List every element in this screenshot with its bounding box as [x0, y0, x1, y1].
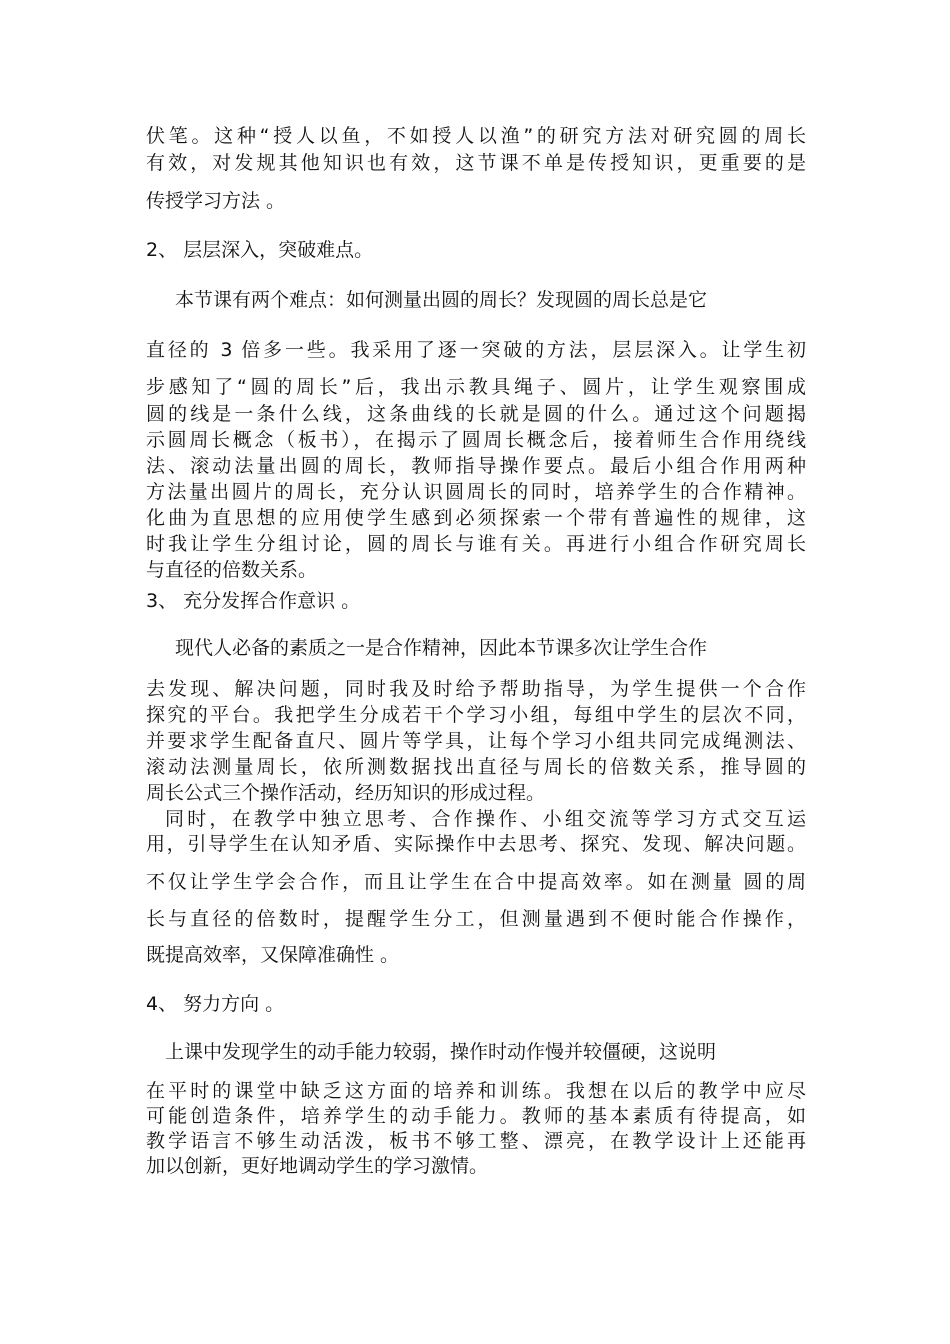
paragraph-line: 并要求学生配备直尺、圆片等学具，让每个学习小组共同完成绳测法、: [146, 730, 806, 752]
paragraph-line: 步感知了“圆的周长”后，我出示教具绳子、圆片，让学生观察围成: [146, 376, 806, 398]
paragraph-line: 教学语言不够生动活泼，板书不够工整、漂亮，在教学设计上还能再: [146, 1130, 806, 1152]
paragraph-line: 去发现、解决问题，同时我及时给予帮助指导，为学生提供一个合作: [146, 678, 806, 700]
paragraph-line: 加以创新，更好地调动学生的学习激情。: [146, 1155, 489, 1177]
paragraph-line: 周长公式三个操作活动，经历知识的形成过程。: [146, 782, 546, 804]
section-heading-3: 3、 充分发挥合作意识 。: [146, 590, 361, 612]
paragraph-line: 探究的平台。我把学生分成若干个学习小组，每组中学生的层次不同，: [146, 704, 806, 726]
paragraph-line: 圆的线是一条什么线，这条曲线的长就是圆的什么。通过这个问题揭: [146, 403, 806, 425]
paragraph-line: 同时，在教学中独立思考、合作操作、小组交流等学习方式交互运: [165, 808, 806, 830]
paragraph-line: 用，引导学生在认知矛盾、实际操作中去思考、探究、发现、解决问题。: [146, 833, 806, 855]
paragraph-line: 现代人必备的素质之一是合作精神，因此本节课多次让学生合作: [175, 637, 708, 659]
section-heading-4: 4、 努力方向 。: [146, 993, 285, 1015]
paragraph-line: 伏笔。这种“授人以鱼，不如授人以渔”的研究方法对研究圆的周长: [146, 125, 806, 147]
paragraph-line: 在平时的课堂中缺乏这方面的培养和训练。我想在以后的教学中应尽: [146, 1080, 806, 1102]
paragraph-line: 不仅让学生学会合作，而且让学生在合中提高效率。如在测量 圆的周: [146, 871, 806, 893]
paragraph-line: 既提高效率，又保障准确性 。: [146, 944, 400, 966]
paragraph-line: 滚动法测量周长，依所测数据找出直径与周长的倍数关系，推导圆的: [146, 756, 806, 778]
paragraph-line: 传授学习方法 。: [146, 190, 286, 212]
paragraph-line: 直径的 3 倍多一些。我采用了逐一突破的方法，层层深入。让学生初: [146, 339, 806, 361]
paragraph-line: 可能创造条件，培养学生的动手能力。教师的基本素质有待提高，如: [146, 1105, 806, 1127]
paragraph-line: 上课中发现学生的动手能力较弱，操作时动作慢并较僵硬，这说明: [165, 1041, 717, 1063]
paragraph-line: 与直径的倍数关系。: [146, 559, 318, 581]
paragraph-line: 时我让学生分组讨论，圆的周长与谁有关。再进行小组合作研究周长: [146, 533, 806, 555]
paragraph-line: 法、滚动法量出圆的周长，教师指导操作要点。最后小组合作用两种: [146, 455, 806, 477]
paragraph-line: 化曲为直思想的应用使学生感到必须探索一个带有普遍性的规律，这: [146, 507, 806, 529]
paragraph-line: 方法量出圆片的周长，充分认识圆周长的同时，培养学生的合作精神。: [146, 481, 806, 503]
paragraph-line: 本节课有两个难点：如何测量出圆的周长？发现圆的周长总是它: [175, 289, 708, 311]
paragraph-line: 示圆周长概念（板书），在揭示了圆周长概念后，接着师生合作用绕线: [146, 429, 806, 451]
paragraph-line: 有效，对发规其他知识也有效，这节课不单是传授知识，更重要的是: [146, 152, 806, 174]
paragraph-line: 长与直径的倍数时，提醒学生分工，但测量遇到不便时能合作操作，: [146, 908, 806, 930]
section-heading-2: 2、 层层深入，突破难点。: [146, 239, 374, 261]
